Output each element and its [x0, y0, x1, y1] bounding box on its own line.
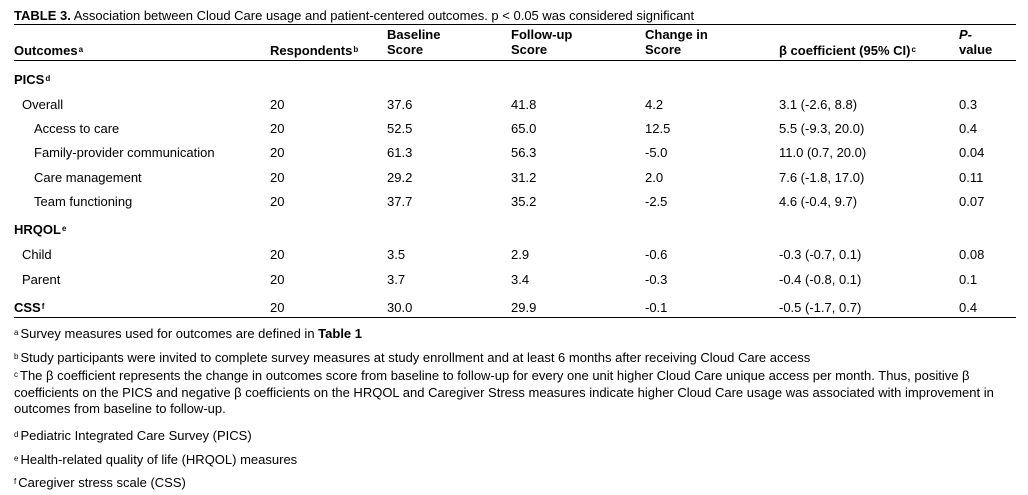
- footnote-e: $^e$ Health-related quality of life (HRQOL) measures: [14, 452, 298, 467]
- row-followup: 65.0: [511, 121, 537, 136]
- row-beta: -0.3 (-0.7, 0.1): [779, 247, 862, 262]
- footnote-b: $^b$ Study participants were invited to complete survey measures at study enrollment and at least 6 months after receiving Cloud Care access: [14, 350, 811, 365]
- row-change: -5.0: [645, 145, 668, 160]
- row-change: 4.2: [645, 97, 664, 112]
- row-beta: 11.0 (0.7, 20.0): [779, 145, 867, 160]
- row-followup: 35.2: [511, 194, 537, 209]
- section-pics: PICS$^d$: [14, 72, 51, 87]
- row-followup: 3.4: [511, 272, 530, 287]
- row-change: -0.3: [645, 272, 668, 287]
- table-caption: [14, 8, 694, 24]
- row-change: -0.1: [645, 300, 668, 315]
- header-beta: β coefficient (95% CI)$^c$: [779, 43, 916, 58]
- row-beta: -0.5 (-1.7, 0.7): [779, 300, 862, 315]
- row-respondents: 20: [270, 97, 285, 112]
- row-followup: 31.2: [511, 170, 537, 185]
- header-followup: Follow-up Score: [511, 27, 573, 57]
- row-change: 2.0: [645, 170, 664, 185]
- row-outcome: Child: [22, 247, 52, 262]
- section-css: CSS$^f$: [14, 300, 45, 315]
- row-beta: 3.1 (-2.6, 8.8): [779, 97, 858, 112]
- row-respondents: 20: [270, 194, 285, 209]
- header-outcomes: Outcomes$^a$: [14, 43, 84, 58]
- header-baseline: Baseline Score: [387, 27, 441, 57]
- footnote-d: $^d$ Pediatric Integrated Care Survey (PICS): [14, 428, 252, 443]
- row-followup: 29.9: [511, 300, 537, 315]
- row-baseline: 3.7: [387, 272, 406, 287]
- row-respondents: 20: [270, 145, 285, 160]
- row-baseline: 3.5: [387, 247, 406, 262]
- row-baseline: 30.0: [387, 300, 413, 315]
- row-followup: 41.8: [511, 97, 537, 112]
- row-change: 12.5: [645, 121, 671, 136]
- caption-text: Association between Cloud Care usage and patient-centered outcomes. p < 0.05 was considered significant: [73, 8, 695, 23]
- row-outcome: Team functioning: [34, 194, 133, 209]
- row-respondents: 20: [270, 121, 285, 136]
- row-beta: 7.6 (-1.8, 17.0): [779, 170, 865, 185]
- row-beta: -0.4 (-0.8, 0.1): [779, 272, 862, 287]
- header-rule: [14, 60, 1016, 61]
- row-baseline: 61.3: [387, 145, 413, 160]
- row-outcome: Care management: [34, 170, 142, 185]
- row-pvalue: 0.3: [959, 97, 978, 112]
- row-pvalue: 0.1: [959, 272, 978, 287]
- row-change: -2.5: [645, 194, 668, 209]
- row-pvalue: 0.04: [959, 145, 985, 160]
- footnote-a: $^a$ Survey measures used for outcomes are defined in Table 1: [14, 326, 363, 341]
- row-baseline: 37.7: [387, 194, 413, 209]
- row-pvalue: 0.4: [959, 121, 978, 136]
- row-followup: 2.9: [511, 247, 530, 262]
- row-pvalue: 0.4: [959, 300, 978, 315]
- row-pvalue: 0.07: [959, 194, 985, 209]
- row-respondents: 20: [270, 272, 285, 287]
- footnote-f: $^f$ Caregiver stress scale (CSS): [14, 475, 186, 490]
- footnote-c: $^c$ The β coefficient represents the change in outcomes score from baseline to follow-up for every one unit higher Cloud Care unique access per month. Thus, positive β coefficients on the PICS and negative β coefficients on the HRQOL and Caregiver Stress measures indicate higher Cloud Care usage was associated with improvement in outcomes from baseline to follow-up.: [14, 368, 994, 416]
- caption-label: TABLE 3.: [14, 8, 71, 23]
- row-pvalue: 0.08: [959, 247, 985, 262]
- row-respondents: 20: [270, 247, 285, 262]
- row-baseline: 37.6: [387, 97, 413, 112]
- row-followup: 56.3: [511, 145, 537, 160]
- row-outcome: Overall: [22, 97, 64, 112]
- row-baseline: 52.5: [387, 121, 413, 136]
- row-pvalue: 0.11: [959, 170, 984, 185]
- row-outcome: Access to care: [34, 121, 120, 136]
- header-respondents: Respondents$^b$: [270, 43, 359, 58]
- row-beta: 5.5 (-9.3, 20.0): [779, 121, 865, 136]
- header-change: Change in Score: [645, 27, 708, 57]
- top-rule: [14, 24, 1016, 25]
- bottom-rule: [14, 317, 1016, 318]
- row-baseline: 29.2: [387, 170, 413, 185]
- row-outcome: Parent: [22, 272, 61, 287]
- row-change: -0.6: [645, 247, 668, 262]
- row-beta: 4.6 (-0.4, 9.7): [779, 194, 858, 209]
- row-outcome: Family-provider communication: [34, 145, 215, 160]
- row-respondents: 20: [270, 300, 285, 315]
- section-hrqol: HRQOL$^e$: [14, 222, 67, 237]
- row-respondents: 20: [270, 170, 285, 185]
- header-pvalue: P- value: [959, 27, 993, 57]
